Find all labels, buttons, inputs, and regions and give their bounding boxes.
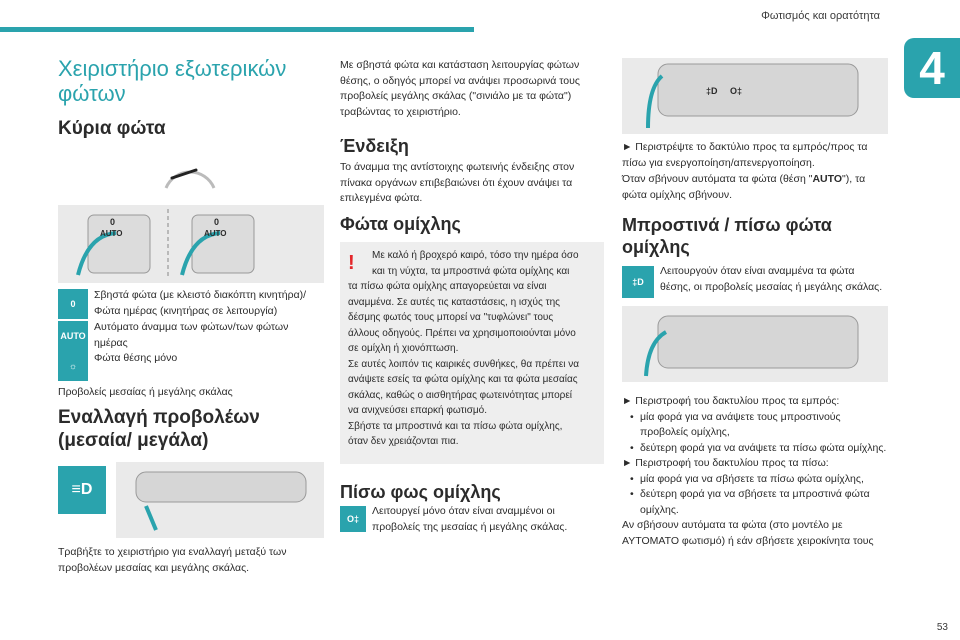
backward-list — [622, 472, 888, 519]
heading-fog-lights: Φώτα ομίχλης — [340, 214, 461, 234]
heading-rear-fog: Πίσω φως ομίχλης — [340, 482, 501, 502]
forward-instructions — [622, 394, 888, 549]
warning-line-10: να ανιχνεύσει επαρκή φωτισμό. — [348, 405, 487, 416]
table-text-auto: Αυτόματο άναμμα των φώτων/των φώτων ημέρας — [94, 321, 289, 349]
heading-front-rear-fog: Μπροστινά / πίσω φώτα ομίχλης — [622, 215, 832, 257]
page-number: 53 — [936, 622, 948, 633]
backward-item: • δεύτερη φορά για να σβήσετε τα μπροστινά φώτα ομίχλης. — [622, 487, 888, 518]
warning-line-9: σκάλας, καθώς ο αισθητήρας φωτεινότητας μπορεί — [348, 389, 573, 401]
backward-head: ► Περιστροφή του δακτυλίου προς τα πίσω: — [622, 457, 829, 469]
rear-fog-text: Λειτουργεί μόνο όταν είναι αναμμένοι οι προβολείς της μεσαίας ή μεγάλης σκάλας. — [372, 505, 568, 533]
warning-line-0: Με καλό ή βροχερό καιρό, τόσο την ημέρα όσο — [372, 250, 579, 261]
forward-item: • δεύτερη φορά για να ανάψετε τα πίσω φώτα ομίχλης. — [622, 441, 888, 457]
front-rear-fog-text: Λειτουργούν όταν είναι αναμμένα τα φώτα θέσης, οι προβολείς μεσαίας ή μεγάλης σκάλας. — [660, 265, 883, 293]
backward-item: • μία φορά για να σβήσετε τα πίσω φώτα ομίχλης, — [622, 472, 888, 488]
stalk-zero-label: 0 — [110, 217, 116, 227]
auto-lights-icon: AUTO — [58, 321, 88, 351]
stalk-auto-label-2: AUTO — [204, 229, 227, 238]
headlamps-text: Προβολείς μεσαίας ή μεγάλης σκάλας — [58, 386, 233, 398]
warning-line-4: δέσμης φωτός τους μπορεί να "τυφλώνει" τους — [348, 312, 554, 323]
stalk-auto-label: AUTO — [100, 229, 123, 238]
main-beam-icon: ≡D — [58, 466, 106, 514]
table-text-lights-off: Σβηστά φώτα (με κλειστό διακόπτη κινητήρα)/ Φώτα ημέρας (κινητήρας σε λειτουργία) — [94, 289, 307, 317]
switch-text: Τραβήξτε το χειριστήριο για εναλλαγή μεταξύ των προβολέων μεσαίας και μεγάλης σκάλας. — [58, 546, 287, 574]
warning-line-12: όταν δεν χρειάζονται πια. — [348, 436, 459, 447]
page-title: Χειριστήριο εξωτερικών φώτων — [58, 56, 287, 106]
warning-line-6: σε ομίχλη ή χιονόπτωση. — [348, 343, 459, 354]
fog-front-label: ‡D — [706, 86, 718, 96]
header-accent-bar — [0, 27, 474, 32]
warning-line-5: άλλους οδηγούς. Πρέπει να χρησιμοποιούνται μόνο — [348, 327, 576, 339]
fog-ring-illustration — [622, 58, 888, 134]
chapter-tab: 4 — [904, 38, 960, 98]
auto-off-text: Όταν σβήνουν αυτόματα τα φώτα (θέση "AUTO"), τα φώτα ομίχλης σβήνουν. — [622, 173, 866, 201]
forward-list — [622, 410, 888, 457]
heading-main-lights: Κύρια φώτα — [58, 118, 166, 139]
warning-line-8: ανάψετε εσείς τα φώτα ομίχλης και τα φώτα μεσαίας — [348, 374, 578, 385]
warning-line-2: τα πίσω φώτα ομίχλης απαγορεύεται να είναι — [348, 281, 547, 292]
headlamp-stalk-illustration — [116, 462, 324, 538]
heading-headlamp-switch: Εναλλαγή προβολέων (μεσαία/ μεγάλα) — [58, 407, 260, 451]
forward-item: • μία φορά για να ανάψετε τους μπροστινούς προβολείς ομίχλης, — [622, 410, 888, 441]
final-text: Αν σβήσουν αυτόματα τα φώτα (στο μοντέλο με ΑΥΤΟΜΑΤΟ φωτισμό) ή εάν σβήσετε χειροκίνητα τους — [622, 519, 874, 547]
front-rear-fog-icon: ‡D — [622, 266, 654, 298]
indicator-text: Το άναμμα της αντίστοιχης φωτεινής ένδειξης στον πίνακα οργάνων επιβεβαιώνει ότι έχουν ανάψει τα επιλεγμένα φώτα. — [340, 161, 575, 204]
warning-line-11: Σβήστε τα μπροστινά και τα πίσω φώτα ομίχλης, — [348, 420, 563, 432]
warning-line-7: Σε αυτές λοιπόν τις καιρικές συνθήκες, θα πρέπει να — [348, 358, 580, 370]
forward-head: ► Περιστροφή του δακτυλίου προς τα εμπρός: — [622, 395, 840, 407]
stalk-zero-label-2: 0 — [214, 217, 220, 227]
turn-ring-text: ► Περιστρέψτε το δακτύλιο προς τα εμπρός/προς τα πίσω για ενεργοποίηση/απενεργοποίηση. — [622, 141, 868, 169]
table-text-side-lights: Φώτα θέσης μόνο — [94, 352, 178, 364]
lights-off-icon: 0 — [58, 289, 88, 319]
warning-line-1: και τη νύχτα, τα μπροστινά φώτα ομίχλης και — [372, 265, 570, 277]
steering-wheel-illustration — [160, 152, 220, 196]
rear-fog-icon: O‡ — [340, 506, 366, 532]
fog-ring-illustration-2 — [622, 306, 888, 382]
warning-icon: ! — [348, 252, 355, 274]
flash-text: Με σβηστά φώτα και κατάσταση λειτουργίας φώτων θέσης, ο οδηγός μπορεί να ανάψει προσωρινά τους προβολείς μεγάλης σκάλας ("σινιάλο με τα φώτα") τραβώντας το χειριστήριο. — [340, 59, 580, 118]
lighting-stalk-illustration — [58, 205, 324, 283]
side-lights-icon: ☼ — [58, 351, 88, 381]
warning-line-3: αναμμένα. Σε αυτές τις καταστάσεις, η ισχύς της — [348, 296, 560, 308]
heading-indicator: Ένδειξη — [340, 136, 409, 156]
fog-rear-label: O‡ — [730, 86, 743, 96]
section-title: Φωτισμός και ορατότητα — [761, 10, 880, 22]
